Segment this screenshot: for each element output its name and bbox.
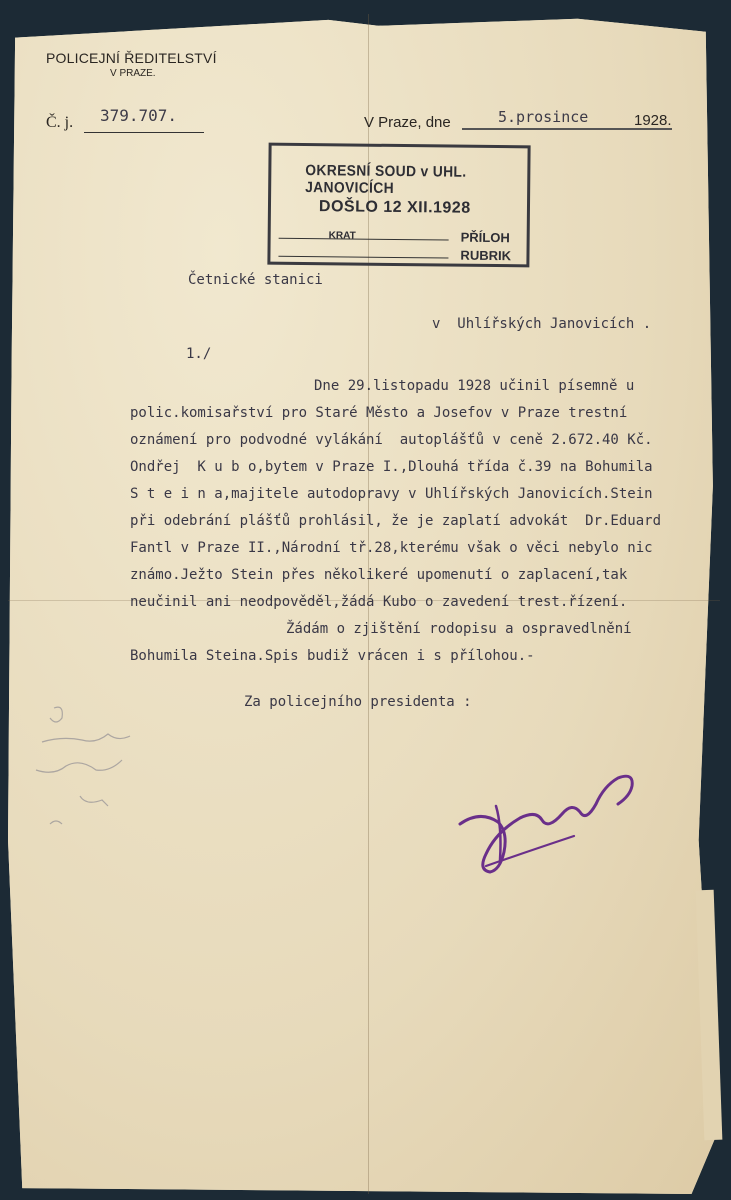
body-line: neučinil ani neodpověděl,žádá Kubo o zavedení trest.řízení.	[130, 594, 628, 610]
handwritten-signature	[456, 760, 636, 880]
body-line: Fantl v Praze II.,Národní tř.28,kterému však o věci nebylo nic	[130, 540, 653, 556]
body-line: polic.komisařství pro Staré Město a Josefov v Praze trestní	[130, 405, 628, 421]
date-day-month: 5.prosince	[498, 108, 589, 126]
stamp-received-date: DOŠLO 12 XII.1928	[318, 198, 471, 217]
body-line: Žádám o zjištění rodopisu a ospravedlnění	[286, 621, 632, 637]
stamp-line	[279, 238, 449, 241]
body-line: oznámení pro podvodné vylákání autoplášťů v ceně 2.672.40 Kč.	[130, 432, 653, 448]
stamp-krat: KRAT	[328, 230, 356, 242]
date-year: 1928.	[634, 112, 672, 129]
body-line: Bohumila Steina.Spis budiž vrácen i s přílohou.-	[130, 648, 535, 664]
date-prefix: V Praze, dne	[364, 114, 451, 131]
stamp-line	[278, 256, 448, 259]
reference-underline	[84, 132, 204, 133]
body-line: S t e i n a,majitele autodopravy v Uhlířských Janovicích.Stein	[130, 486, 653, 502]
body-line: při odebrání plášťů prohlásil, že je zaplatí advokát Dr.Eduard	[130, 513, 662, 529]
authority-name: POLICEJNÍ ŘEDITELSTVÍ	[46, 50, 217, 66]
reference-prefix: Č. j.	[46, 114, 74, 131]
body-line: známo.Ježto Stein přes několikeré upomenutí o zaplacení,tak	[130, 567, 628, 583]
body-line: Ondřej K u b o,bytem v Praze I.,Dlouhá třída č.39 na Bohumila	[130, 459, 653, 475]
signoff-line: Za policejního presidenta :	[244, 694, 472, 710]
authority-city: V PRAZE.	[110, 68, 156, 79]
body-line: Dne 29.listopadu 1928 učinil písemně u	[314, 378, 635, 394]
reference-number: 379.707.	[100, 106, 178, 125]
pencil-marginalia	[30, 700, 140, 830]
court-received-stamp	[267, 143, 530, 268]
stamp-rubrik: RUBRIK	[460, 247, 512, 264]
pencil-scribble-icon	[30, 700, 140, 830]
recipient-line-2: v Uhlířských Janovicích .	[432, 316, 652, 332]
stamp-prilohy: PŘÍLOH	[460, 229, 510, 246]
recipient-line-1: Četnické stanici	[188, 272, 323, 288]
stamp-court-name: OKRESNÍ SOUD v UHL. JANOVICÍCH	[305, 162, 467, 197]
section-number: 1./	[186, 346, 212, 362]
